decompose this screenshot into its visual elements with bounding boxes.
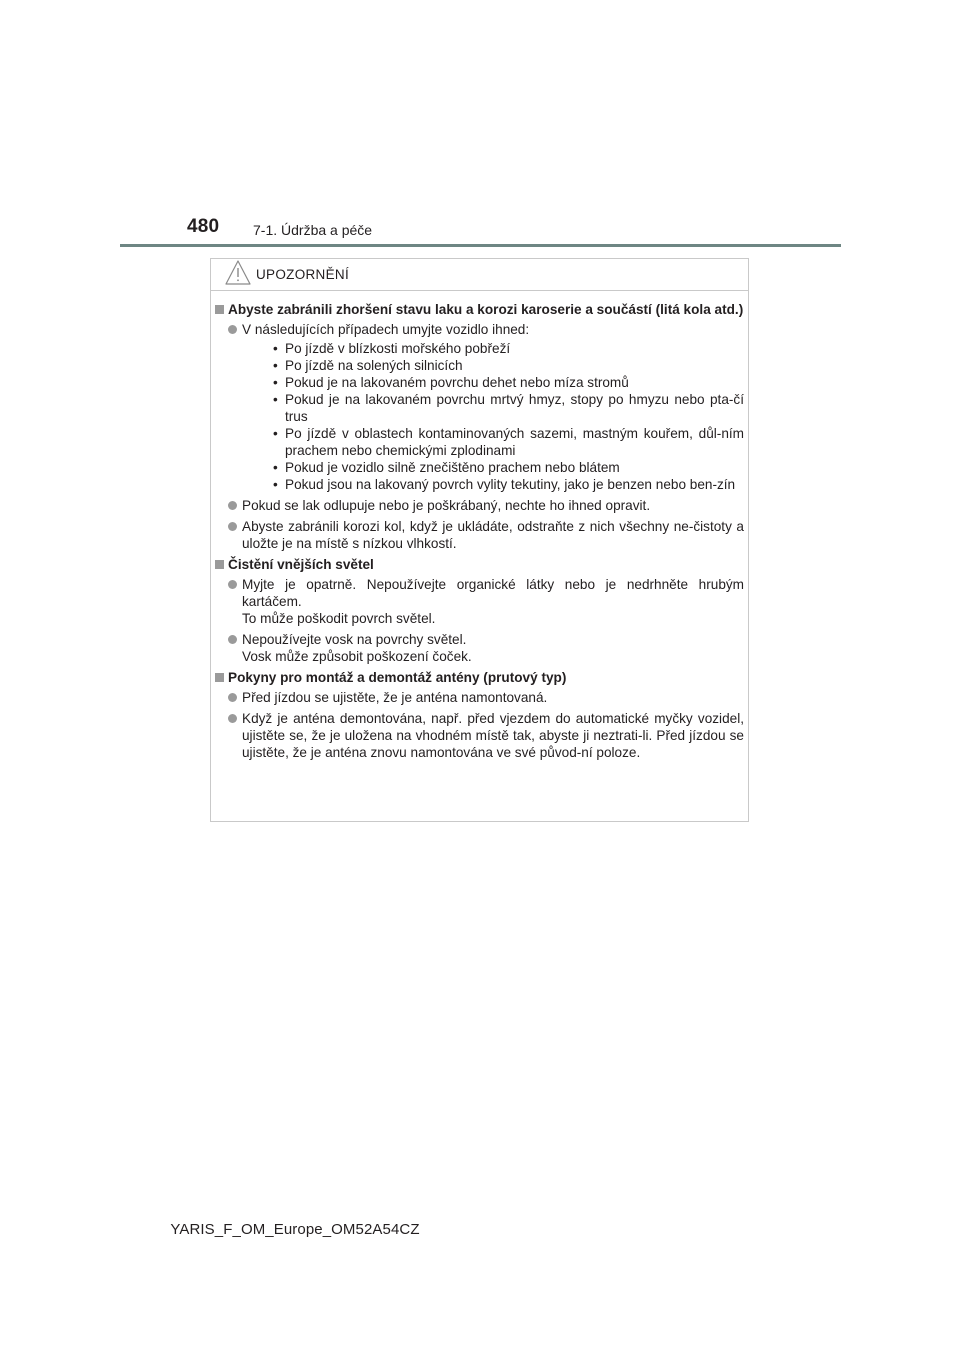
sub-list-item: • Pokud jsou na lakovaný povrch vylity tekutiny, jako je benzen nebo ben-zín [273, 477, 736, 492]
bullet-item [215, 576, 744, 627]
section-heading-text: Čistění vnějších světel [228, 557, 374, 572]
bullet-text-line2: Vosk může způsobit poškození čoček. [242, 649, 472, 664]
warning-divider [211, 290, 748, 291]
warning-triangle-icon [224, 259, 252, 287]
section-heading [215, 556, 744, 573]
sub-list-item: • Po jízdě v blízkosti mořského pobřeží [273, 341, 511, 356]
bullet-text: Když je anténa demontována, např. před vjezdem do automatické myčky vozidel, ujistěte se, že je uložena na vhodném místě tak, abyste ji neztrati-li. Před jízdou se ujistěte, že je anténa znovu namontována ve své původ-ní poloze. [242, 711, 744, 760]
warning-content [215, 299, 744, 765]
round-bullet-icon [228, 325, 237, 334]
bullet-text: Pokud se lak odlupuje nebo je poškrábaný, nechte ho ihned opravit. [242, 498, 651, 513]
sub-list-item: • Pokud je na lakovaném povrchu dehet nebo míza stromů [273, 375, 629, 390]
round-bullet-icon [228, 693, 237, 702]
round-bullet-icon [228, 714, 237, 723]
warning-header [224, 259, 349, 287]
sub-list-item: • Pokud je na lakovaném povrchu mrtvý hmyz, stopy po hmyzu nebo pta-čí trus [273, 392, 744, 424]
section-heading-text: Pokyny pro montáž a demontáž antény (prutový typ) [228, 670, 567, 685]
round-bullet-icon [228, 501, 237, 510]
header-rule [120, 244, 841, 247]
bullet-item [215, 710, 744, 761]
bullet-item [215, 321, 744, 493]
bullet-text: Abyste zabránili korozi kol, když je ukládáte, odstraňte z nich všechny ne-čistoty a uložte je na místě s nízkou vlhkostí. [242, 519, 744, 551]
bullet-text: V následujících případech umyjte vozidlo ihned: [242, 322, 530, 337]
square-bullet-icon [215, 305, 224, 314]
sub-list-item: • Pokud je vozidlo silně znečištěno prachem nebo blátem [273, 460, 620, 475]
bullet-text: Před jízdou se ujistěte, že je anténa namontovaná. [242, 690, 548, 705]
sub-list [242, 340, 744, 493]
square-bullet-icon [215, 560, 224, 569]
round-bullet-icon [228, 580, 237, 589]
document-footer: YARIS_F_OM_Europe_OM52A54CZ [170, 1221, 420, 1238]
section-heading-text: Abyste zabránili zhoršení stavu laku a korozi karoserie a součástí (litá kola atd.) [228, 302, 744, 317]
warning-title: UPOZORNĚNÍ [256, 266, 350, 282]
round-bullet-icon [228, 635, 237, 644]
section-heading [215, 669, 744, 686]
bullet-item [215, 497, 744, 514]
sub-list-item: • Po jízdě na solených silnicích [273, 358, 463, 373]
bullet-item [215, 689, 744, 706]
bullet-text-line2: To může poškodit povrch světel. [242, 611, 436, 626]
section-heading [215, 301, 744, 318]
sub-list-item: • Po jízdě v oblastech kontaminovaných sazemi, mastným kouřem, důl-ním prachem nebo chemickými zplodinami [273, 426, 744, 458]
square-bullet-icon [215, 673, 224, 682]
warning-box [210, 258, 749, 822]
round-bullet-icon [228, 522, 237, 531]
bullet-text: Nepoužívejte vosk na povrchy světel. [242, 632, 467, 647]
bullet-item [215, 631, 744, 665]
page-number: 480 [187, 216, 220, 237]
bullet-text: Myjte je opatrně. Nepoužívejte organické látky nebo je nedrhněte hrubým kartáčem. [242, 577, 744, 609]
section-title: 7-1. Údržba a péče [253, 222, 373, 238]
bullet-item [215, 518, 744, 552]
